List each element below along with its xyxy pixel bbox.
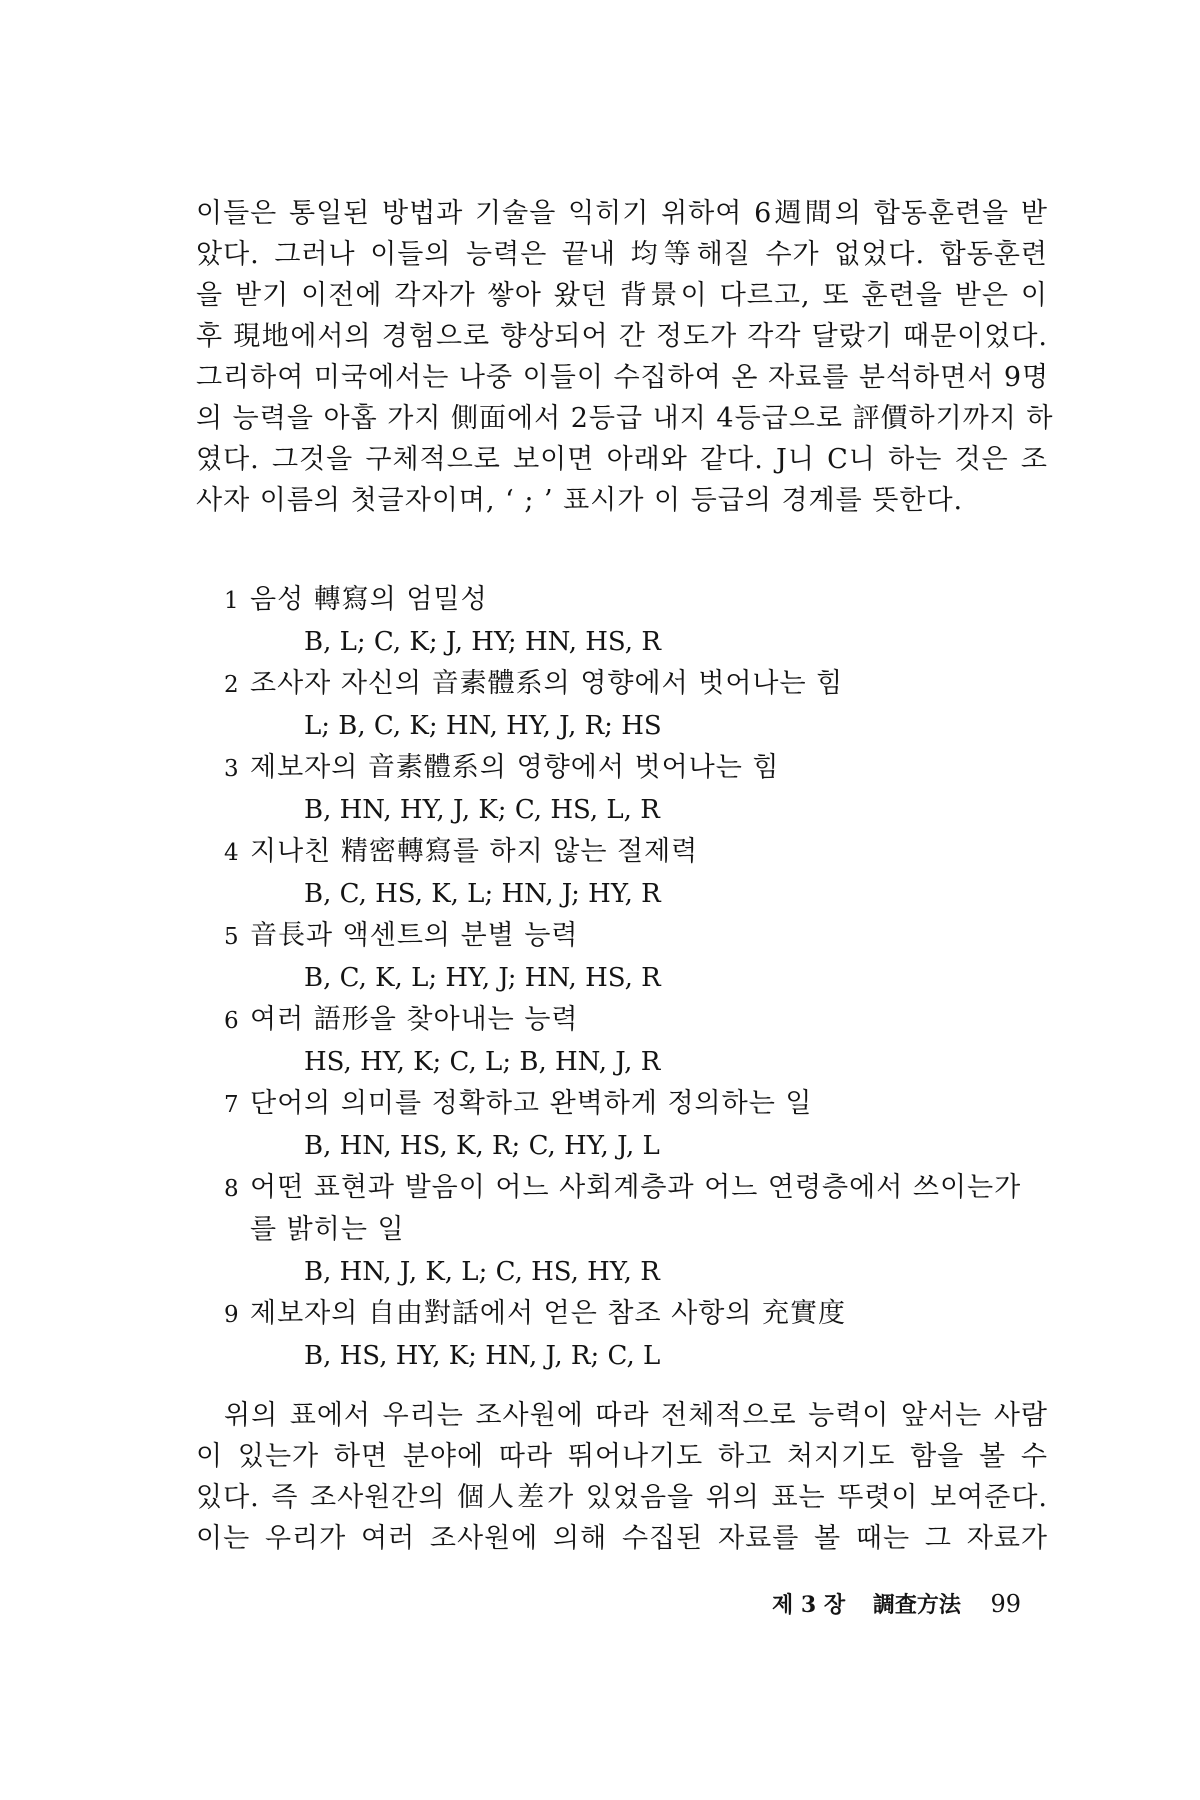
item-title: 여러 語形을 찾아내는 능력 [250,1004,579,1035]
footer-chapter: 제 3 장 [772,1592,846,1618]
item-heading [224,663,1054,705]
closing-line: 이는 우리가 여러 조사원에 의해 수집된 자료를 볼 때는 그 자료가 [196,1523,1048,1554]
list-item [224,831,1054,915]
item-heading [224,831,1054,873]
list-item [224,1167,1054,1293]
item-ranking: B, L; C, K; J, HY; HN, HS, R [304,627,661,657]
item-ranking: HS, HY, K; C, L; B, HN, J, R [304,1047,661,1077]
list-item [224,1293,1054,1377]
list-item [224,579,1054,663]
intro-line: 았다. 그러나 이들의 능력은 끝내 均等해질 수가 없었다. 합동훈련 [196,239,1048,270]
item-title: 音長과 액센트의 분별 능력 [250,920,579,951]
list-item [224,747,1054,831]
intro-line: 였다. 그것을 구체적으로 보이면 아래와 같다. J니 C니 하는 것은 조 [196,444,1048,475]
item-number: 9 [224,1302,240,1328]
item-ranking: B, C, K, L; HY, J; HN, HS, R [304,963,661,993]
intro-line: 그리하여 미국에서는 나중 이들이 수집하여 온 자료를 분석하면서 9명 [196,362,1050,393]
item-heading [224,1083,1054,1125]
page-number: 99 [990,1590,1022,1618]
item-ranking: B, HN, J, K, L; C, HS, HY, R [304,1257,660,1287]
item-heading [224,747,1054,789]
footer-section-title: 調査方法 [872,1592,961,1618]
intro-line: 사자 이름의 첫글자이며, ‘ ; ’ 표시가 이 등급의 경계를 뜻한다. [196,485,964,516]
item-heading [224,999,1054,1041]
intro-line: 을 받기 이전에 각자가 쌓아 왔던 背景이 다르고, 또 훈련을 받은 이 [196,280,1048,311]
item-heading [224,579,1054,621]
closing-paragraph [196,1395,1048,1559]
intro-line: 이들은 통일된 방법과 기술을 익히기 위하여 6週間의 합동훈련을 받 [196,198,1048,229]
item-title: 제보자의 音素體系의 영향에서 벗어나는 힘 [250,752,780,783]
item-ranking: L; B, C, K; HN, HY, J, R; HS [304,711,662,741]
item-number: 6 [224,1008,240,1034]
item-number: 5 [224,924,240,950]
item-ranking: B, HS, HY, K; HN, J, R; C, L [304,1341,661,1371]
closing-line: 있다. 즉 조사원간의 個人差가 있었음을 위의 표는 뚜렷이 보여준다. [196,1482,1048,1513]
list-item [224,999,1054,1083]
item-title: 단어의 의미를 정확하고 완벽하게 정의하는 일 [250,1088,813,1119]
item-heading [224,1293,1054,1335]
intro-line: 의 능력을 아홉 가지 側面에서 2등급 내지 4등급으로 評價하기까지 하 [196,403,1054,434]
item-title: 제보자의 自由對話에서 얻은 참조 사항의 充實度 [250,1298,846,1329]
closing-line: 위의 표에서 우리는 조사원에 따라 전체적으로 능력이 앞서는 사람 [224,1400,1048,1431]
item-heading [224,1167,1054,1209]
item-title: 지나친 精密轉寫를 하지 않는 절제력 [250,836,699,867]
item-title-continuation: 를 밝히는 일 [250,1214,405,1245]
running-footer [772,1589,1021,1620]
item-number: 4 [224,840,240,866]
item-heading [224,915,1054,957]
closing-line: 이 있는가 하면 분야에 따라 뛰어나기도 하고 처지기도 함을 볼 수 [196,1441,1048,1472]
item-number: 8 [224,1176,240,1202]
list-item [224,915,1054,999]
intro-paragraph [196,193,1054,521]
intro-line: 후 現地에서의 경험으로 향상되어 간 정도가 각각 달랐기 때문이었다. [196,321,1048,352]
item-title: 음성 轉寫의 엄밀성 [250,584,488,615]
list-item [224,663,1054,747]
item-number: 1 [224,588,240,614]
item-number: 3 [224,756,240,782]
item-title: 조사자 자신의 音素體系의 영향에서 벗어나는 힘 [250,668,844,699]
item-ranking: B, HN, HS, K, R; C, HY, J, L [304,1131,660,1161]
evaluation-list [224,579,1054,1377]
item-number: 7 [224,1092,240,1118]
item-ranking: B, HN, HY, J, K; C, HS, L, R [304,795,660,825]
item-number: 2 [224,672,240,698]
item-ranking: B, C, HS, K, L; HN, J; HY, R [304,879,661,909]
item-title: 어떤 표현과 발음이 어느 사회계층과 어느 연령층에서 쓰이는가 [250,1172,1022,1203]
list-item [224,1083,1054,1167]
